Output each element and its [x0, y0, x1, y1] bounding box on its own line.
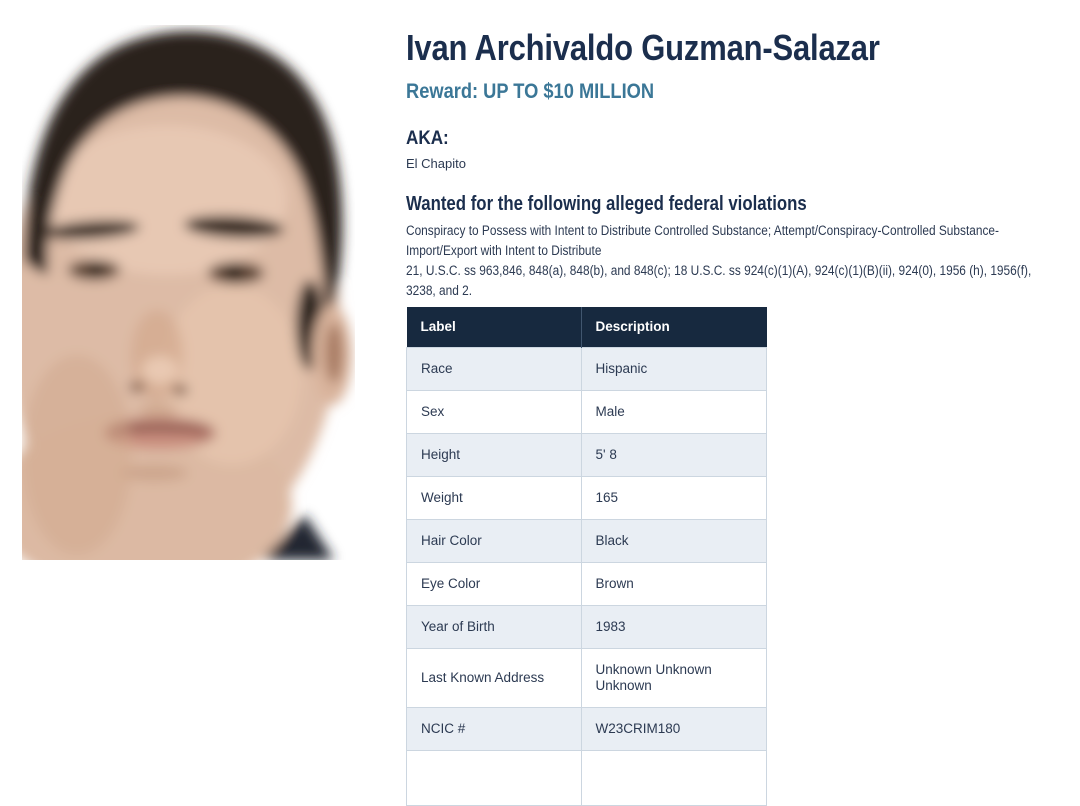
aka-value: El Chapito: [406, 156, 466, 171]
row-description: Male: [581, 391, 767, 434]
row-description: 5' 8: [581, 434, 767, 477]
table-row: [407, 477, 767, 520]
row-label: [407, 751, 582, 806]
row-description: 165: [581, 477, 767, 520]
details-table: [406, 307, 767, 806]
page-title: Ivan Archivaldo Guzman-Salazar: [406, 27, 880, 68]
violation-line: 3238, and 2.: [406, 283, 473, 298]
column-header-label: Label: [407, 307, 582, 348]
row-description: [581, 751, 767, 806]
row-description: Hispanic: [581, 348, 767, 391]
row-label: Last Known Address: [407, 649, 582, 708]
violations-text: [406, 221, 1066, 301]
table-row: [407, 606, 767, 649]
row-label: Eye Color: [407, 563, 582, 606]
table-row: [407, 434, 767, 477]
table-row-partial: [407, 751, 767, 806]
row-label: Sex: [407, 391, 582, 434]
row-label: NCIC #: [407, 708, 582, 751]
portrait-illustration: [22, 25, 355, 560]
row-description: 1983: [581, 606, 767, 649]
wanted-person-photo: [22, 25, 355, 560]
row-description: Brown: [581, 563, 767, 606]
violation-line: 21, U.S.C. ss 963,846, 848(a), 848(b), and 848(c); 18 U.S.C. ss 924(c)(1)(A), 924(c)(1)(B)(ii), 924(0), 1956 (h), 1956(f),: [406, 263, 1032, 278]
table-row: [407, 563, 767, 606]
row-description: Unknown Unknown Unknown: [581, 649, 767, 708]
table-row: [407, 391, 767, 434]
details-table-header: [407, 307, 767, 348]
row-label: Year of Birth: [407, 606, 582, 649]
header-row: [407, 307, 767, 348]
row-label: Hair Color: [407, 520, 582, 563]
row-label: Race: [407, 348, 582, 391]
row-description: W23CRIM180: [581, 708, 767, 751]
table-row: [407, 649, 767, 708]
table-row: [407, 520, 767, 563]
row-label: Weight: [407, 477, 582, 520]
violation-line: Import/Export with Intent to Distribute: [406, 243, 602, 258]
row-description: Black: [581, 520, 767, 563]
violation-line: Conspiracy to Possess with Intent to Distribute Controlled Substance; Attempt/Conspiracy-Controlled Substance-: [406, 223, 999, 238]
table-row: [407, 348, 767, 391]
column-header-description: Description: [581, 307, 767, 348]
aka-heading: AKA:: [406, 128, 449, 149]
table-row: [407, 708, 767, 751]
row-label: Height: [407, 434, 582, 477]
violations-heading: Wanted for the following alleged federal violations: [406, 193, 807, 215]
reward-text: Reward: UP TO $10 MILLION: [406, 80, 655, 103]
content-column: [406, 27, 1066, 806]
